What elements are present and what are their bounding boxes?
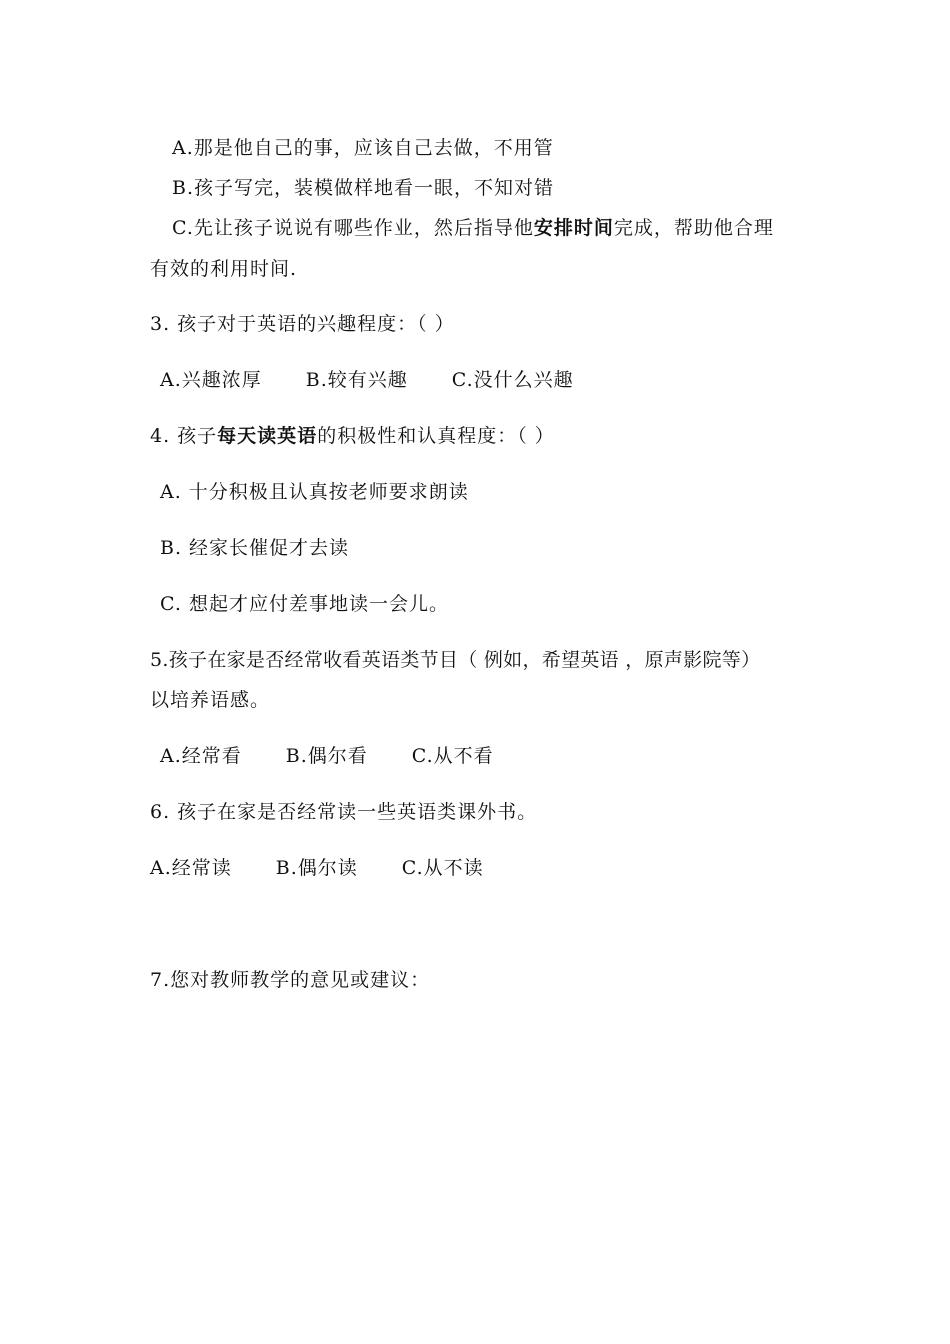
q4-option-a: A. 十分积极且认真按老师要求朗读 <box>160 481 469 503</box>
q2-option-c-text-1: C.先让孩子说说有哪些作业，然后指导他 <box>172 217 534 239</box>
q6-question: 6. 孩子在家是否经常读一些英语类课外书。 <box>150 801 538 823</box>
q5-option-a: A.经常看 <box>160 745 242 767</box>
q5-option-c: C.从不看 <box>411 745 494 767</box>
q3-option-b: B.较有兴趣 <box>305 369 408 391</box>
q5-options <box>160 744 494 768</box>
q2-option-c-text-2: 完成，帮助他合理 <box>613 217 774 239</box>
q2-option-b: B.孩子写完，装模做样地看一眼，不知对错 <box>172 177 555 199</box>
q5-question-line-1: 5.孩子在家是否经常收看英语类节目（ 例如，希望英语 ，原声影院等） <box>150 649 761 671</box>
q3-option-c: C.没什么兴趣 <box>451 369 574 391</box>
q6-option-c: C.从不读 <box>401 857 484 879</box>
q4-question-prefix: 4. 孩子 <box>150 425 218 447</box>
q3-question: 3. 孩子对于英语的兴趣程度：（ ） <box>150 313 455 335</box>
q5-question-line-2: 以培养语感。 <box>150 689 271 711</box>
q2-option-a: A.那是他自己的事，应该自己去做，不用管 <box>172 137 554 159</box>
q7-question: 7.您对教师教学的意见或建议： <box>150 969 431 991</box>
q4-question-suffix: 的积极性和认真程度：（ ） <box>317 425 555 447</box>
q5-option-b: B.偶尔看 <box>285 745 368 767</box>
q3-options <box>160 368 574 392</box>
q6-option-b: B.偶尔读 <box>275 857 358 879</box>
q2-option-c-emphasis: 安排时间 <box>533 217 614 239</box>
q4-option-c: C. 想起才应付差事地读一会儿。 <box>160 593 449 615</box>
q4-option-b: B. 经家长催促才去读 <box>160 537 350 559</box>
q2-option-c-continuation: 有效的利用时间. <box>150 258 298 280</box>
q2-option-c <box>172 216 774 240</box>
q3-option-a: A.兴趣浓厚 <box>160 369 262 391</box>
q6-option-a: A.经常读 <box>150 857 232 879</box>
q6-options <box>150 856 484 880</box>
q4-question-emphasis: 每天读英语 <box>217 425 318 447</box>
q4-question <box>150 424 555 448</box>
